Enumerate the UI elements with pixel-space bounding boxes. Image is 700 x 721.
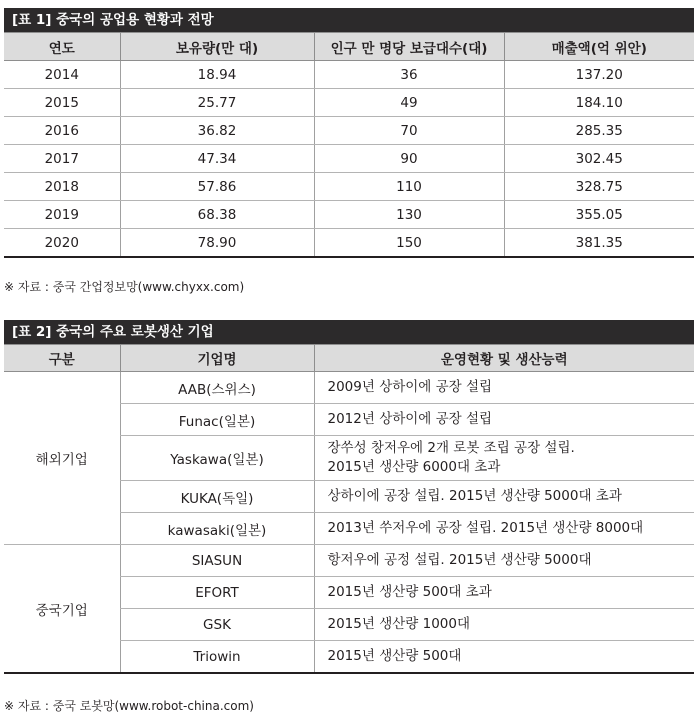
robot-companies-table — [4, 344, 694, 674]
header-category: 구분 — [4, 345, 120, 372]
cell-year: 2014 — [4, 61, 120, 89]
table-row — [4, 372, 694, 404]
cell-density: 70 — [314, 117, 504, 145]
cell-company: AAB(스위스) — [120, 372, 314, 404]
table-header-row — [4, 33, 694, 61]
cell-revenue: 285.35 — [504, 117, 694, 145]
cell-year: 2016 — [4, 117, 120, 145]
cell-company: GSK — [120, 609, 314, 641]
table1-title: [표 1] 중국의 공업용 현황과 전망 — [4, 8, 694, 32]
cell-status: 2015년 생산량 1000대 — [314, 609, 694, 641]
status-line-2: 2015년 생산량 6000대 초과 — [327, 459, 501, 475]
cell-density: 110 — [314, 173, 504, 201]
cell-holdings: 78.90 — [120, 229, 314, 258]
cell-density: 49 — [314, 89, 504, 117]
cell-status: 2012년 상하이에 공장 설립 — [314, 404, 694, 436]
cell-company: kawasaki(일본) — [120, 513, 314, 545]
cell-status: 상하이에 공장 설립. 2015년 생산량 5000대 초과 — [314, 481, 694, 513]
header-revenue: 매출액(억 위안) — [504, 33, 694, 61]
cell-revenue: 381.35 — [504, 229, 694, 258]
header-density: 인구 만 명당 보급대수(대) — [314, 33, 504, 61]
table1-source-note: ※ 자료 : 중국 간업정보망(www.chyxx.com) — [4, 280, 245, 294]
cell-density: 36 — [314, 61, 504, 89]
cell-holdings: 25.77 — [120, 89, 314, 117]
table-header-row — [4, 345, 694, 372]
table-row — [4, 117, 694, 145]
group-label-foreign: 해외기업 — [4, 372, 120, 545]
table2-title: [표 2] 중국의 주요 로봇생산 기업 — [4, 320, 694, 344]
cell-density: 130 — [314, 201, 504, 229]
table-row — [4, 229, 694, 258]
cell-density: 150 — [314, 229, 504, 258]
cell-holdings: 36.82 — [120, 117, 314, 145]
header-holdings: 보유량(만 대) — [120, 33, 314, 61]
cell-company: Funac(일본) — [120, 404, 314, 436]
table-row — [4, 173, 694, 201]
table-row — [4, 201, 694, 229]
cell-density: 90 — [314, 145, 504, 173]
status-line-1: 장쑤성 창저우에 2개 로봇 조립 공장 설립. — [327, 440, 575, 456]
table-row — [4, 545, 694, 577]
cell-year: 2020 — [4, 229, 120, 258]
cell-company: Triowin — [120, 641, 314, 674]
cell-holdings: 18.94 — [120, 61, 314, 89]
cell-company: KUKA(독일) — [120, 481, 314, 513]
table-row — [4, 145, 694, 173]
cell-holdings: 57.86 — [120, 173, 314, 201]
cell-status: 2009년 상하이에 공장 설립 — [314, 372, 694, 404]
robot-status-table — [4, 32, 694, 258]
cell-revenue: 355.05 — [504, 201, 694, 229]
table2-source-note: ※ 자료 : 중국 로봇망(www.robot-china.com) — [4, 699, 254, 713]
header-year: 연도 — [4, 33, 120, 61]
cell-status: 2015년 생산량 500대 — [314, 641, 694, 674]
cell-status: 2013년 쑤저우에 공장 설립. 2015년 생산량 8000대 — [314, 513, 694, 545]
cell-year: 2015 — [4, 89, 120, 117]
cell-status: 항저우에 공정 설립. 2015년 생산량 5000대 — [314, 545, 694, 577]
cell-revenue: 302.45 — [504, 145, 694, 173]
cell-holdings: 68.38 — [120, 201, 314, 229]
cell-company: Yaskawa(일본) — [120, 436, 314, 481]
group-label-china: 중국기업 — [4, 545, 120, 674]
cell-company: EFORT — [120, 577, 314, 609]
cell-status — [314, 436, 694, 481]
cell-revenue: 137.20 — [504, 61, 694, 89]
cell-year: 2017 — [4, 145, 120, 173]
cell-revenue: 328.75 — [504, 173, 694, 201]
table-row — [4, 61, 694, 89]
cell-status: 2015년 생산량 500대 초과 — [314, 577, 694, 609]
header-company: 기업명 — [120, 345, 314, 372]
cell-company: SIASUN — [120, 545, 314, 577]
cell-year: 2018 — [4, 173, 120, 201]
cell-holdings: 47.34 — [120, 145, 314, 173]
cell-year: 2019 — [4, 201, 120, 229]
cell-revenue: 184.10 — [504, 89, 694, 117]
table-row — [4, 89, 694, 117]
header-operations: 운영현황 및 생산능력 — [314, 345, 694, 372]
